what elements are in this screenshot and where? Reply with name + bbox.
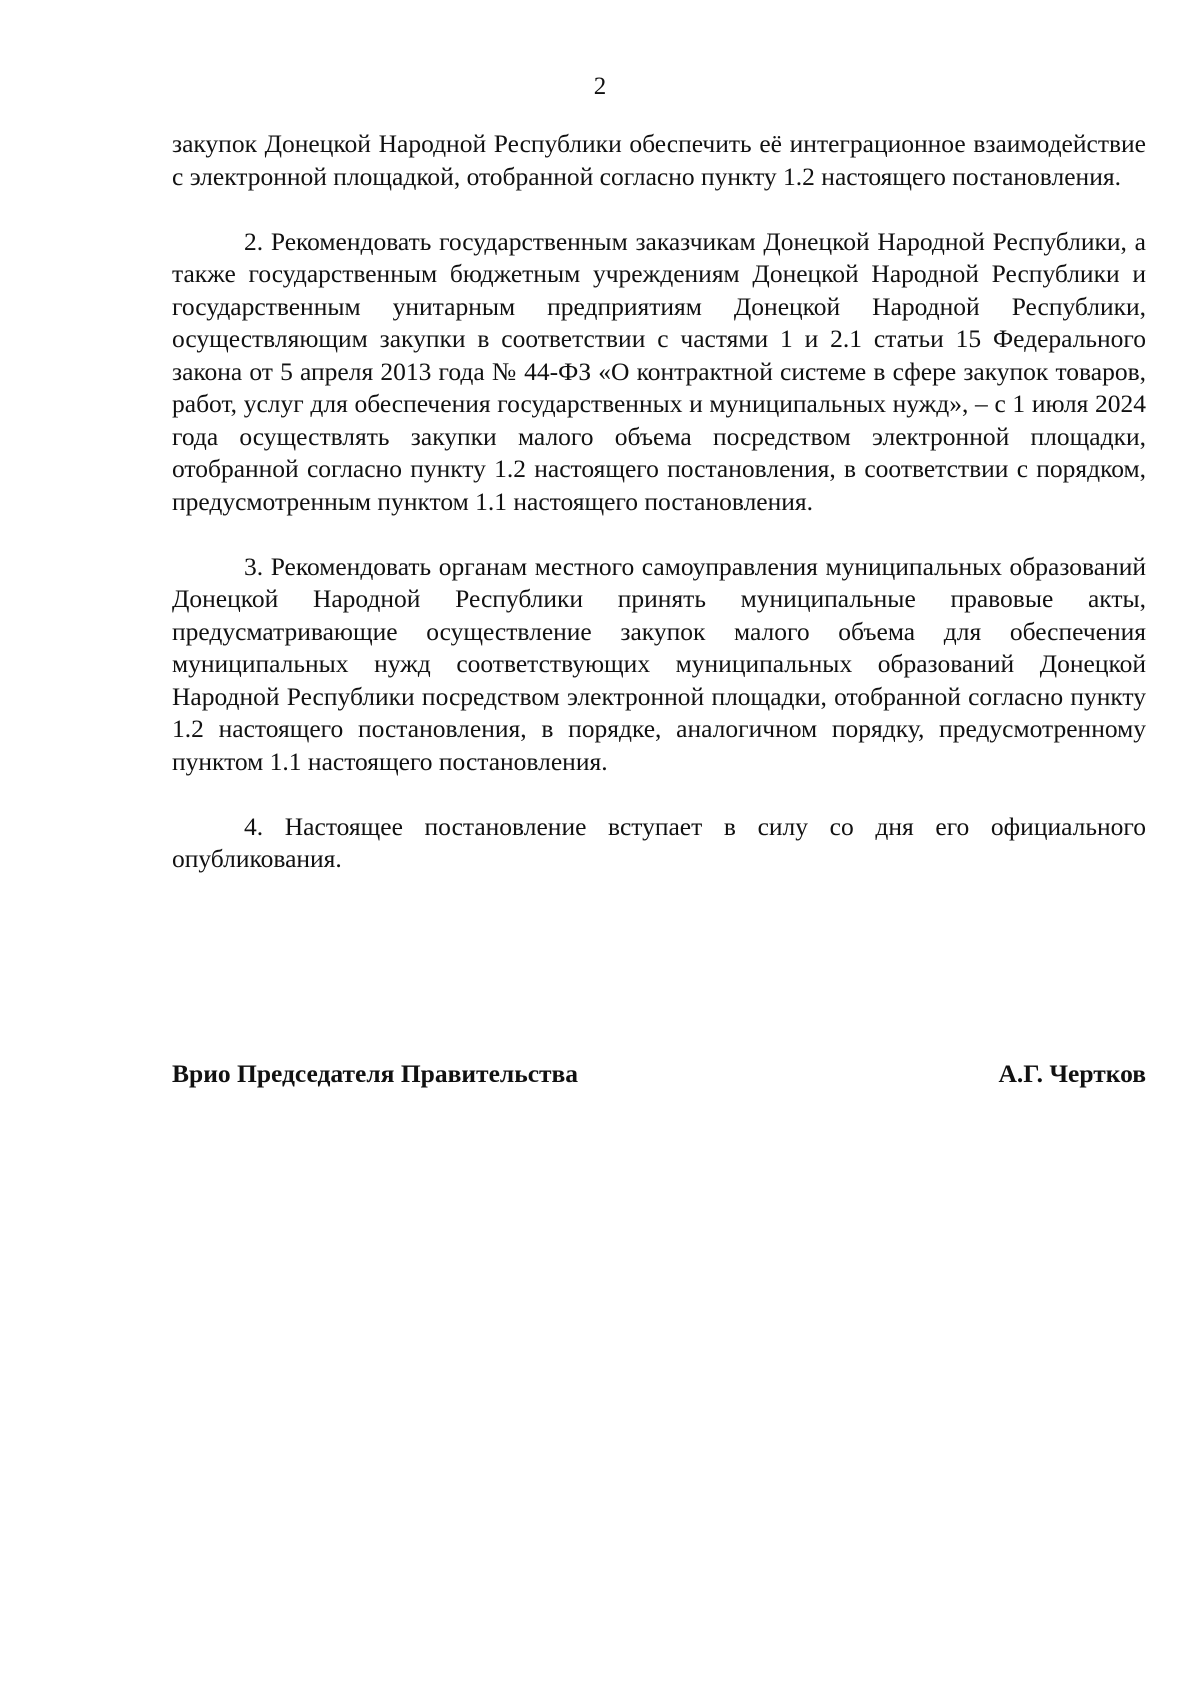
signatory-position: Врио Председателя Правительства — [172, 1059, 579, 1088]
signatory-name: А.Г. Чертков — [998, 1059, 1146, 1088]
document-body — [172, 128, 1146, 876]
page-number: 2 — [593, 73, 607, 100]
signature-block — [172, 1058, 1146, 1090]
paragraph-item-4: 4. Настоящее постановление вступает в силу со дня его официального опубликования. — [172, 811, 1146, 873]
paragraph-continuation: закупок Донецкой Народной Республики обеспечить её интеграционное взаимодействие с электронной площадкой, отобранной согласно пункту 1.2 настоящего постановления. — [172, 129, 1146, 191]
paragraph-item-3: 3. Рекомендовать органам местного самоуправления муниципальных образований Донецкой Народной Республики принять муниципальные правовые акты, предусматривающие осуществление закупок малого объема для обеспечения муниципальных нужд соответствующих муниципальных образований Донецкой Народной Республики посредством электронной площадки, отобранной согласно пункту 1.2 настоящего постановления, в порядке, аналогичном порядку, предусмотренному пунктом 1.1 настоящего постановления. — [172, 551, 1146, 776]
paragraph-item-2: 2. Рекомендовать государственным заказчикам Донецкой Народной Республики, а также государственным бюджетным учреждениям Донецкой Народной Республики и государственным унитарным предприятиям Донецкой Народной Республики, осуществляющим закупки в соответствии с частями 1 и 2.1 статьи 15 Федерального закона от 5 апреля 2013 года № 44-ФЗ «О контрактной системе в сфере закупок товаров, работ, услуг для обеспечения государственных и муниципальных нужд», – с 1 июля 2024 года осуществлять закупки малого объема посредством электронной площадки, отобранной согласно пункту 1.2 настоящего постановления, в соответствии с порядком, предусмотренным пунктом 1.1 настоящего постановления. — [172, 226, 1146, 516]
